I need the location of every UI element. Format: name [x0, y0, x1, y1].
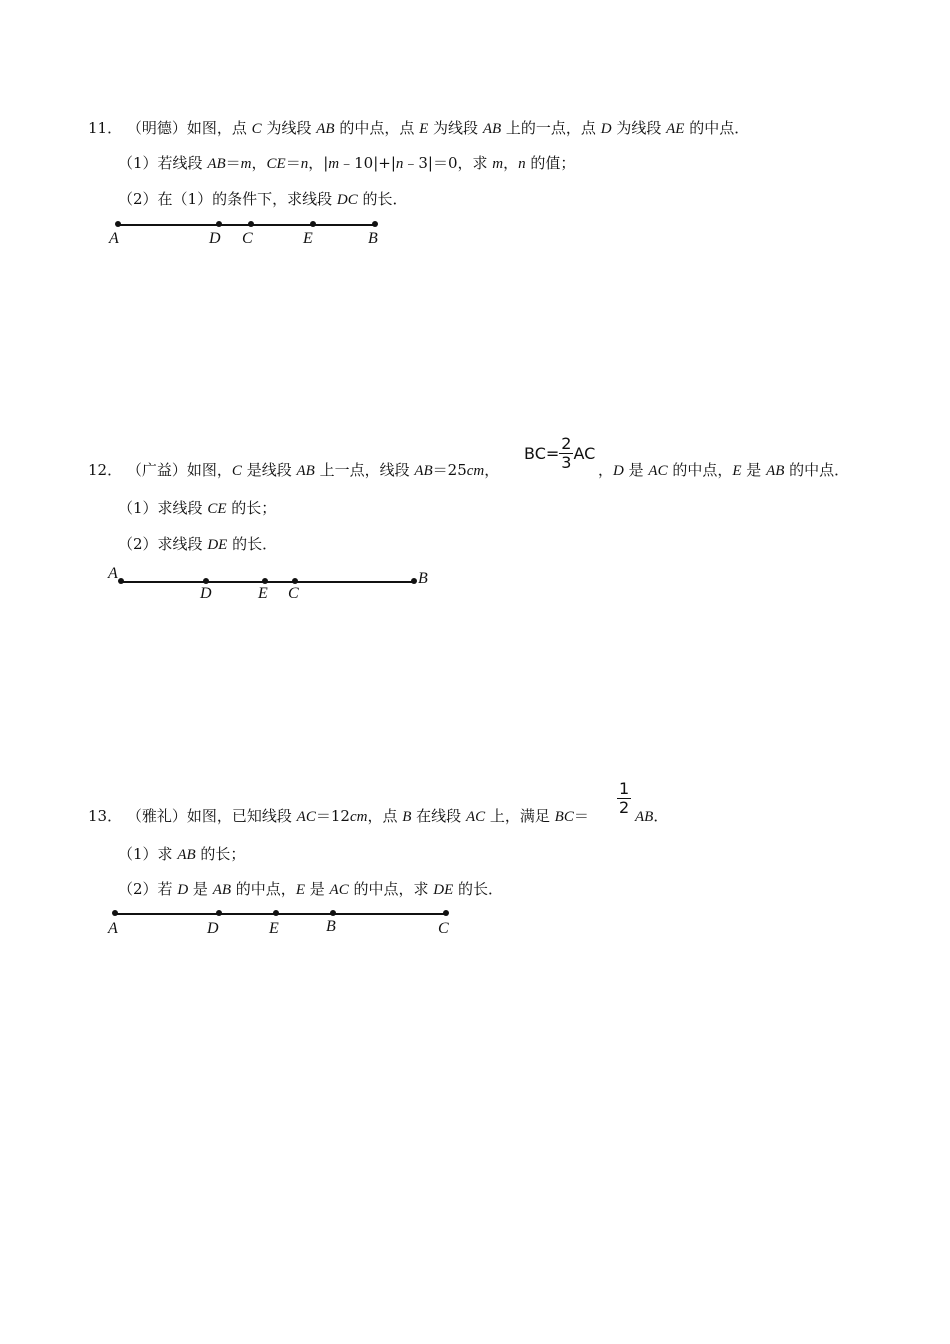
- q13-subquestion-1: （1）求 AB 的长；: [118, 845, 246, 863]
- q11-number: 11．: [88, 119, 123, 137]
- q11-segment-line: [118, 224, 376, 226]
- q12-label-c: C: [288, 585, 299, 602]
- q13-point-d: [216, 910, 222, 916]
- q12-number: 12．: [88, 461, 123, 479]
- q12-point-b: [411, 578, 417, 584]
- q11-point-c: [248, 221, 254, 227]
- q13-point-e: [273, 910, 279, 916]
- q13-fraction: $\frac{1}{2}$: [619, 779, 630, 817]
- q11-source: （明德）: [126, 119, 187, 137]
- q11-label-b: B: [368, 230, 378, 247]
- q12-label-d: D: [200, 585, 212, 602]
- q12-fraction: $\frac{2}{3}$: [561, 434, 572, 472]
- q13-label-b: B: [326, 918, 336, 935]
- q13-segment-line: [115, 913, 447, 915]
- q12-source: （广益）: [126, 461, 187, 479]
- q13-label-e: E: [269, 920, 279, 937]
- q11-point-a: [115, 221, 121, 227]
- q12-segment-line: [121, 581, 415, 583]
- q12-stem-tail: ，D 是 AC 的中点，E 是 AB 的中点．: [598, 461, 850, 479]
- q11-label-a: A: [109, 230, 119, 247]
- q13-label-c: C: [438, 920, 449, 937]
- q12-subquestion-2: （2）求线段 DE 的长．: [118, 535, 278, 553]
- q12-subquestion-1: （1）求线段 CE 的长；: [118, 499, 277, 517]
- q12-label-b: B: [418, 570, 428, 587]
- q13-stem: 13． （雅礼）如图，已知线段 AC＝12cm，点 B 在线段 AC 上，满足 BC＝: [88, 807, 589, 825]
- q12-point-d: [203, 578, 209, 584]
- q11-subquestion-1: （1）若线段 AB＝m，CE＝n，|m﹣10|+|n﹣3|＝0，求 m，n 的值；: [118, 154, 576, 172]
- q13-point-c: [443, 910, 449, 916]
- q13-subquestion-2: （2）若 D 是 AB 的中点，E 是 AC 的中点，求 DE 的长．: [118, 880, 504, 898]
- q12-ratio-formula: BC= $\frac{2}{3}$ AC: [524, 434, 596, 472]
- q11-point-b: [372, 221, 378, 227]
- q12-point-c: [292, 578, 298, 584]
- q12-point-e: [262, 578, 268, 584]
- q13-label-a: A: [108, 920, 118, 937]
- q11-stem: 11． （明德）如图，点 C 为线段 AB 的中点，点 E 为线段 AB 上的一点，点 D 为线段 AE 的中点．: [88, 119, 750, 137]
- q11-label-c: C: [242, 230, 253, 247]
- q11-label-d: D: [209, 230, 221, 247]
- q11-subquestion-2: （2）在（1）的条件下，求线段 DC 的长．: [118, 190, 408, 208]
- q12-point-a: [118, 578, 124, 584]
- q11-label-e: E: [303, 230, 313, 247]
- q13-stem-tail: AB．: [635, 807, 669, 825]
- q13-source: （雅礼）: [126, 807, 187, 825]
- q12-label-e: E: [258, 585, 268, 602]
- q12-stem: 12． （广益）如图，C 是线段 AB 上一点，线段 AB＝25cm，: [88, 461, 500, 479]
- q12-label-a: A: [108, 565, 118, 582]
- q13-point-b: [330, 910, 336, 916]
- q11-point-d: [216, 221, 222, 227]
- q13-point-a: [112, 910, 118, 916]
- q13-label-d: D: [207, 920, 219, 937]
- q13-number: 13．: [88, 807, 123, 825]
- q11-point-e: [310, 221, 316, 227]
